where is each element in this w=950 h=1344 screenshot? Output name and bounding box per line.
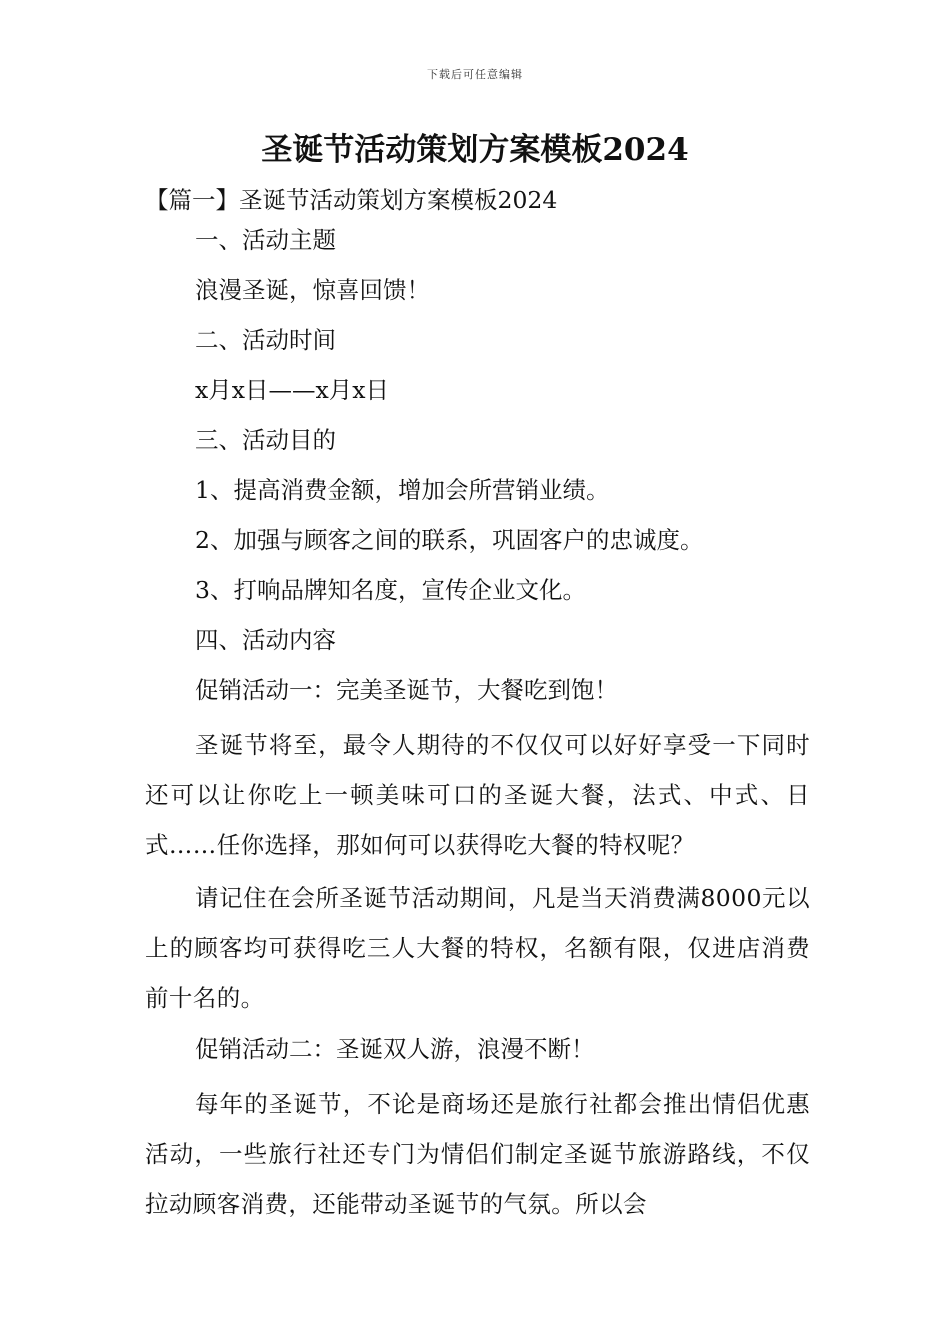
item-heading-content: 四、活动内容: [195, 626, 336, 654]
item-promo-1: 促销活动一：完美圣诞节，大餐吃到饱！: [195, 676, 618, 704]
item-heading-time: 二、活动时间: [195, 326, 336, 354]
paragraph-promo-1-rules: 请记住在会所圣诞节活动期间，凡是当天消费满8000元以上的顾客均可获得吃三人大餐的特权，名额有限，仅进店消费前十名的。: [145, 884, 810, 1012]
item-theme-text: 浪漫圣诞，惊喜回馈！: [195, 276, 430, 304]
document-title: 圣诞节活动策划方案模板2024: [261, 132, 689, 168]
item-heading-purpose: 三、活动目的: [195, 426, 336, 454]
header-note: 下载后可任意编辑: [427, 68, 523, 81]
item-purpose-3: 3、打响品牌知名度，宣传企业文化。: [195, 576, 586, 604]
paragraph-promo-1-intro: 圣诞节将至，最令人期待的不仅仅可以好好享受一下同时还可以让你吃上一顿美味可口的圣诞大餐，法式、中式、日式……任你选择，那如何可以获得吃大餐的特权呢？: [145, 731, 810, 859]
item-promo-2: 促销活动二：圣诞双人游，浪漫不断！: [195, 1035, 595, 1063]
item-time-text: x月x日——x月x日: [195, 376, 390, 404]
item-heading-theme: 一、活动主题: [195, 226, 336, 254]
section-heading: 【篇一】圣诞节活动策划方案模板2024: [145, 186, 558, 214]
paragraph-promo-2-intro: 每年的圣诞节，不论是商场还是旅行社都会推出情侣优惠活动，一些旅行社还专门为情侣们制定圣诞节旅游路线，不仅拉动顾客消费，还能带动圣诞节的气氛。所以会: [145, 1090, 810, 1218]
item-purpose-1: 1、提高消费金额，增加会所营销业绩。: [195, 476, 610, 504]
document-body: [145, 180, 810, 1229]
item-purpose-2: 2、加强与顾客之间的联系，巩固客户的忠诚度。: [195, 526, 704, 554]
